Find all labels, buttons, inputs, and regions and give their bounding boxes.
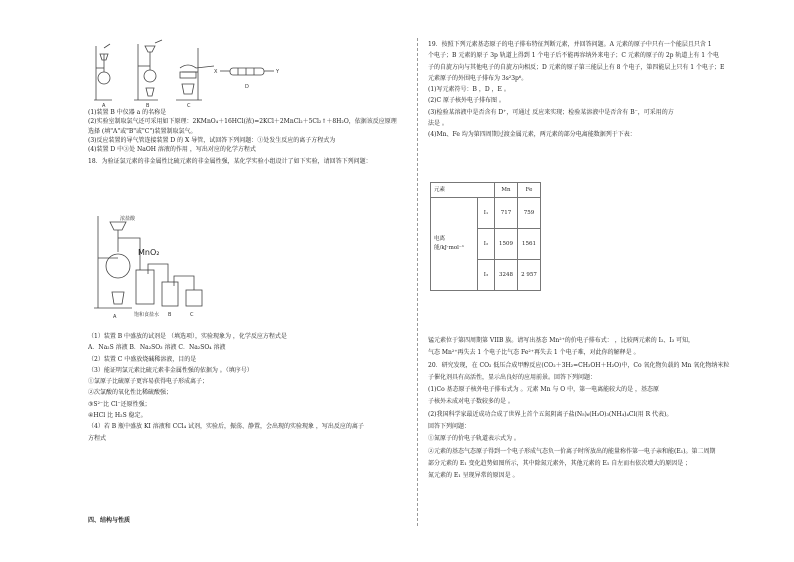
table-header-element: 元素 [431, 183, 495, 198]
q18-choice-2: ②次氯酸的氧化性比稀硫酸强； [88, 389, 173, 397]
q18-choice-3: ③S²⁻比 Cl⁻还原性强； [88, 400, 151, 408]
apparatus-a [94, 44, 112, 100]
table-cell-n: I₂ [478, 229, 495, 260]
table-cell-mn: 717 [495, 198, 518, 229]
q17-part2: (2)实验室制取氯气还可采用如下原理：2KMnO₄＋16HCl(浓)=2KCl＋2MnCl₂＋5Cl₂↑＋8H₂O，依据该反应原理 [88, 118, 397, 126]
q19-part4: (4)Mn、Fe 均为第四周期过渡金属元素，两元素的部分电离能数据列于下表： [428, 131, 636, 139]
q19-mn-2: 气态 Mn²⁺再失去 1 个电子比气态 Fe²⁺再失去 1 个电子难，对此你的解释是 。 [428, 349, 640, 357]
column-divider [417, 38, 418, 526]
q20-sub1: ①氮原子的价电子轨道表示式为 。 [428, 435, 520, 443]
q18-part4-cont: 方程式 [88, 434, 107, 442]
label-c: C [187, 103, 191, 108]
q19-part2: (2)C 原子核外电子排布图 。 [428, 97, 505, 105]
q17-part3: (3)反应装置的导气管连接装置 D 的 X 导管，试回答下列问题：①处发生反应的离子方程式为 [88, 136, 336, 144]
apparatus-d [220, 68, 274, 75]
q18-stem: 18．为验证氯元素的非金属性比硫元素的非金属性强，某化学实验小组设计了如下实验，请回答下列问题： [88, 158, 372, 166]
q19-stem-4: 元素原子的外围电子排布为 3s²3p⁶。 [428, 74, 528, 82]
label-b: B [146, 103, 150, 108]
apparatus-c [176, 48, 214, 100]
section-heading: 四、结构与性质 [88, 517, 131, 524]
label-conc-hcl: 浓盐酸 [120, 216, 136, 222]
q18-part2: （2）装置 C 中盛放烧碱稀溶液，目的是 [88, 355, 197, 363]
q20-sub2-cont: 部分元素的 E₁ 变化趋势如图所示，其中除氮元素外，其他元素的 E₁ 自左而右依次增大的原因是 ； [428, 459, 692, 467]
label-mno2: MnO₂ [138, 248, 160, 257]
q19-part3: (3)检验某溶液中是否含有 D⁺，可通过 反应来实现；检验某溶液中是否含有 B⁻，可采用的方 [428, 108, 674, 116]
q17-part4: (4)装置 D 中③处 NaOH 溶液的作用 ，写出对应的化学方程式 [88, 146, 256, 154]
table-row [431, 198, 541, 229]
table-cell-fe: 759 [518, 198, 541, 229]
q20-stem-2: 子催化剂具有高活性，显示出良好的应用前景。回答下列问题： [428, 373, 597, 381]
q20-part1: (1)Co 基态原子核外电子排布式为 。元素 Mn 与 O 中，第一电离能较大的是 ，基态原 [428, 386, 659, 394]
apparatus-figure-2 [90, 208, 230, 328]
table-cell-fe: 1561 [518, 229, 541, 260]
table-cell-fe: 2 957 [518, 260, 541, 291]
q19-part1: (1)写元素符号：B ，D ，E 。 [428, 86, 510, 94]
q18-choice-1: ①氯原子比硫原子更容易获得电子形成离子； [88, 378, 209, 386]
q18-part1: （1）装置 B 中盛放的试剂是 （填选项），实验现象为 ，化学反应方程式是 [88, 333, 287, 340]
table-cell-mn: 1509 [495, 229, 518, 260]
label-saline: 饱和食盐水 [134, 312, 160, 318]
q20-sub2-end: 氮元素的 E₁ 呈现异常的原因是 。 [428, 472, 519, 480]
table-row-label: 电离能/kJ·mol⁻¹ [431, 198, 478, 291]
ionization-energy-table [430, 182, 541, 291]
label-x: X [214, 69, 218, 75]
label-a: A [102, 103, 106, 108]
table-cell-n: I₁ [478, 198, 495, 229]
q20-stem-1: 20．研究发现，在 CO₂ 低压合成甲醇反应(CO₂＋3H₂=CH₃OH＋H₂O)中，Co 氧化物负载的 Mn 氧化物纳米粒 [428, 361, 730, 369]
label-fig2-b: B [168, 312, 172, 318]
q19-part3-cont: 法是 。 [428, 120, 448, 128]
q17-part2-cont: 选择 (填"A"或"B"或"C")装置制取氯气。 [88, 127, 197, 135]
q18-part3: （3）能证明氯元素比硫元素非金属性强的依据为 。（填序号） [88, 366, 253, 374]
apparatus-figure-1 [88, 38, 406, 108]
apparatus-b [134, 40, 162, 100]
q19-mn-1: 锰元素位于第四周期第 VIIB 族。请写出基态 Mn²⁺的价电子排布式： ，比较两元素的 I₂、I₃ 可知， [428, 337, 695, 344]
q18-options: A．Na₂S 溶液 B．Na₂SO₃ 溶液 C．Na₂SO₄ 溶液 [88, 344, 226, 352]
q20-sub2: ②元素的基态气态原子得到一个电子形成气态负一价离子时所放出的能量称作第一电子亲和能(E₁)。第二周期 [428, 447, 716, 455]
label-y: Y [276, 69, 280, 75]
table-cell-n: I₃ [478, 260, 495, 291]
label-d: D [245, 84, 249, 90]
q18-part4: （4）若 B 瓶中盛放 KI 溶液和 CCl₄ 试剂，实验后，振荡、静置，会出现的实验现象 ，写出反应的离子 [88, 423, 364, 431]
q19-stem-2: 个电子；B 元素的原子 3p 轨道上得到 1 个电子后不能再容纳外来电子；C 元素的原子的 2p 轨道上有 1 个电 [428, 52, 720, 60]
table-header-mn: Mn [495, 183, 518, 198]
q18-choice-4: ④HCl 比 H₂S 稳定。 [88, 412, 147, 420]
label-fig2-a: A [113, 314, 117, 320]
label-fig2-c: C [190, 312, 194, 318]
table-cell-mn: 3248 [495, 260, 518, 291]
q20-answer-prompt: 回答下列问题： [428, 423, 471, 431]
q19-stem-1: 19．按照下列元素基态原子的电子排布特征判断元素，并回答问题。A 元素的原子中只有一个能层且只含 1 [428, 41, 712, 48]
q20-part1-cont: 子核外未成对电子数较多的是 。 [428, 398, 514, 406]
q19-stem-3: 子的自旋方向与其他电子的自旋方向相反；D 元素的原子第三能层上有 8 个电子，第四能层上只有 1 个电子；E [428, 63, 725, 71]
q20-part2: (2)我国科学家最近成功合成了世界上首个五氮阴离子盐(N₅)₆(H₃O)₃(NH₄)₄Cl(用 R 代表)。 [428, 410, 673, 418]
table-header-row [431, 183, 541, 198]
table-header-fe: Fe [518, 183, 541, 198]
q17-part1: (1)装置 B 中仪器 a 的名称是 [88, 109, 167, 116]
